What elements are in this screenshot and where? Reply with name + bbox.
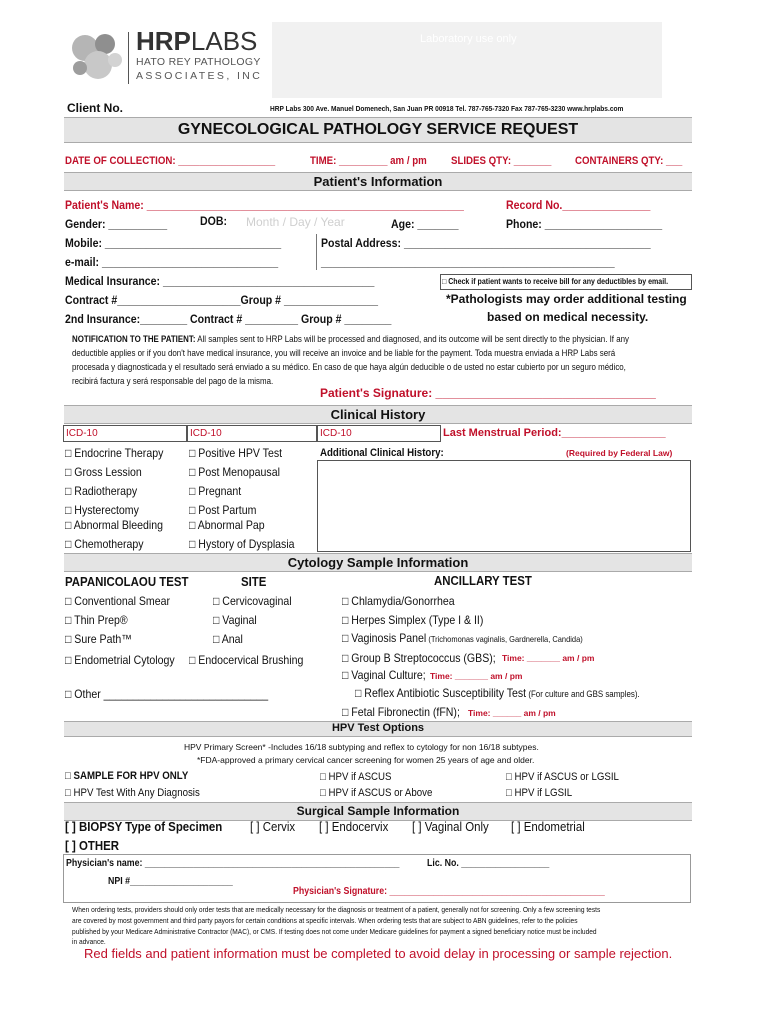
site-item[interactable]: □ Vaginal	[213, 613, 257, 627]
notification-line-1	[72, 334, 629, 344]
pathologists-note-1: *Pathologists may order additional testing	[446, 292, 687, 306]
additional-history-box[interactable]	[317, 460, 691, 552]
age-field[interactable]: Age: _______	[391, 217, 459, 231]
pap-item[interactable]: □ Thin Prep®	[65, 613, 128, 627]
email-field[interactable]: e-mail: ______________________________	[65, 255, 279, 269]
hpv-any-diagnosis[interactable]: □ HPV Test With Any Diagnosis	[65, 787, 200, 799]
license-field[interactable]: Lic. No. __________________	[427, 858, 550, 869]
pap-item[interactable]: □ Conventional Smear	[65, 594, 170, 608]
notification-bold: NOTIFICATION TO THE PATIENT:	[72, 334, 196, 344]
hpv-bar	[64, 721, 692, 737]
logo-brand-light: LABS	[190, 26, 258, 56]
logo-sub2: ASSOCIATES, INC	[136, 70, 263, 82]
containers-qty[interactable]: CONTAINERS QTY: ___	[575, 155, 683, 167]
logo-circles-icon	[68, 30, 126, 86]
ancillary-item-vaginosis[interactable]	[342, 631, 583, 645]
history-item[interactable]: □ Radiotherapy	[65, 484, 138, 498]
cytology-header: Cytology Sample Information	[287, 555, 469, 570]
history-item[interactable]: □ Pregnant	[189, 484, 242, 498]
gender-field[interactable]: Gender: __________	[65, 217, 168, 231]
ancillary-heading: ANCILLARY TEST	[434, 573, 532, 588]
notification-line-4: recibirá factura y será responsable del pago de la misma.	[72, 376, 274, 386]
page-title: GYNECOLOGICAL PATHOLOGY SERVICE REQUEST	[177, 121, 579, 138]
ancillary-item[interactable]: □ Vaginal Culture;	[342, 668, 426, 682]
surgical-header: Surgical Sample Information	[296, 804, 460, 818]
ancillary-item[interactable]: □ Chlamydia/Gonorrhea	[342, 594, 455, 608]
postal-divider	[316, 234, 317, 270]
ffn-time-field[interactable]: Time: ______ am / pm	[468, 708, 556, 718]
logo-brand-bold: HRP	[136, 26, 191, 56]
site-item[interactable]: □ Anal	[213, 632, 243, 646]
ancillary-item-reflex[interactable]	[355, 686, 640, 700]
icd-label-1: ICD-10	[66, 428, 98, 439]
dob-hint[interactable]: Month / Day / Year	[246, 215, 345, 229]
history-item[interactable]: □ Post Partum	[189, 503, 257, 517]
additional-history-label: Additional Clinical History:	[320, 447, 444, 459]
physician-signature-field[interactable]: Physician's Signature: ____________________________________________	[293, 886, 605, 897]
disclaimer-line-3: published by your Medicare Administrative Contractor (MAC), or CMS. If testing does not come under Medicare guidelines for payment a signed beneficiary notice must be included	[72, 927, 597, 936]
site-item[interactable]: □ Endocervical Brushing	[189, 653, 304, 667]
hpv-header: HPV Test Options	[331, 722, 425, 734]
client-no-label: Client No.	[67, 101, 123, 115]
address-line: HRP Labs 300 Ave. Manuel Domenech, San Juan PR 00918 Tel. 787-765-7320 Fax 787-765-3230 www.hrplabs.com	[270, 104, 624, 113]
hpv-if-ascus[interactable]: □ HPV if ASCUS	[320, 771, 392, 783]
physician-name-field[interactable]: Physician's name: ____________________________________________________	[66, 858, 400, 869]
bill-checkbox[interactable]: □ Check if patient wants to receive bill for any deductibles by email.	[442, 277, 669, 286]
required-note: (Required by Federal Law)	[566, 448, 673, 458]
logo	[68, 24, 263, 96]
culture-time-field[interactable]: Time: _______ am / pm	[430, 671, 523, 681]
gbs-time-field[interactable]: Time: _______ am / pm	[502, 653, 595, 663]
dob-label: DOB:	[200, 214, 227, 228]
disclaimer-line-1: When ordering tests, providers should only order tests that are medically necessary for the diagnosis or treatment of a patient, generally not for screening. Only a few screening tests	[72, 905, 601, 914]
history-item[interactable]: □ Abnormal Pap	[189, 518, 265, 532]
biopsy-option[interactable]: [ ] BIOPSY Type of Specimen	[65, 819, 223, 834]
disclaimer-line-4: in advance.	[72, 937, 106, 946]
pap-item[interactable]: □ Endometrial Cytology	[65, 653, 175, 667]
medical-insurance-field[interactable]: Medical Insurance: ____________________________________	[65, 274, 375, 288]
footer-note: Red fields and patient information must be completed to avoid delay in processing or sample rejection.	[84, 946, 673, 961]
npi-field[interactable]: NPI #_____________________	[108, 876, 233, 887]
history-item[interactable]: □ Hysterectomy	[65, 503, 139, 517]
vaginosis-detail: (Trichomonas vaginalis, Gardnerella, Candida)	[426, 634, 583, 644]
last-menstrual-period-field[interactable]: Last Menstrual Period:_________________	[443, 427, 666, 439]
hpv-primary-note: HPV Primary Screen* -Includes 16/18 subtyping and reflex to cytology for non 16/18 subtypes.	[184, 742, 539, 752]
icd-label-2: ICD-10	[190, 428, 222, 439]
hpv-if-ascus-above[interactable]: □ HPV if ASCUS or Above	[320, 787, 433, 799]
hpv-if-ascus-lgsil[interactable]: □ HPV if ASCUS or LGSIL	[506, 771, 619, 783]
history-item[interactable]: □ Endocrine Therapy	[65, 446, 164, 460]
history-item[interactable]: □ Gross Lession	[65, 465, 142, 479]
icd-label-3: ICD-10	[320, 428, 352, 439]
notification-text-1: All samples sent to HRP Labs will be processed and diagnosed, and its outcome will be sent directly to the physician. If any	[195, 334, 629, 344]
other-surgical-option[interactable]: [ ] OTHER	[65, 838, 120, 853]
reflex-label: □ Reflex Antibiotic Susceptibility Test	[355, 686, 527, 700]
site-item[interactable]: □ Cervicovaginal	[213, 594, 292, 608]
logo-sub1: HATO REY PATHOLOGY	[136, 56, 261, 68]
endocervix-option[interactable]: [ ] Endocervix	[319, 819, 389, 834]
other-field[interactable]: □ Other ____________________________	[65, 687, 269, 701]
notification-line-3: procesada y diagnosticada y el resultado será enviado a su médico. En caso de que haya algún deducible o de usted no estar cubierto por un seguro médico,	[72, 362, 626, 372]
postal-address-field[interactable]: Postal Address: __________________________________________	[321, 236, 651, 250]
lab-use-label: Laboratory use only	[420, 33, 517, 45]
ancillary-item[interactable]: □ Herpes Simplex (Type I & II)	[342, 613, 484, 627]
patient-info-header: Patient's Information	[313, 174, 443, 189]
date-of-collection[interactable]: DATE OF COLLECTION: __________________	[65, 155, 276, 167]
site-heading: SITE	[241, 574, 267, 589]
patient-name-field[interactable]: Patient's Name: ______________________________________________________	[65, 198, 464, 212]
contract-field[interactable]: Contract #_____________________Group # ________________	[65, 293, 378, 307]
vaginosis-label: □ Vaginosis Panel	[342, 631, 427, 645]
slides-qty[interactable]: SLIDES QTY: _______	[451, 155, 552, 167]
pathologists-note-2: based on medical necessity.	[487, 310, 649, 324]
history-item[interactable]: □ Positive HPV Test	[189, 446, 283, 460]
collection-time[interactable]: TIME: _________ am / pm	[310, 155, 427, 167]
notification-line-2: deductible applies or if you don't have medical insurance, you will receive an invoice and be liable for the payment. Toda muestra enviada a HRP Labs será	[72, 348, 616, 358]
reflex-detail: (For culture and GBS samples).	[526, 689, 640, 699]
mobile-field[interactable]: Mobile: ______________________________	[65, 236, 282, 250]
history-item[interactable]: □ Post Menopausal	[189, 465, 280, 479]
record-no-field[interactable]: Record No._______________	[506, 198, 651, 212]
patient-signature-field[interactable]: Patient's Signature: _________________________________	[320, 386, 656, 400]
hpv-if-lgsil[interactable]: □ HPV if LGSIL	[506, 787, 573, 799]
ancillary-item[interactable]: □ Fetal Fibronectin (fFN);	[342, 705, 460, 719]
pap-test-heading: PAPANICOLAOU TEST	[65, 574, 189, 589]
history-item[interactable]: □ Chemotherapy	[65, 537, 144, 551]
hpv-fda-note: *FDA-approved a primary cervical cancer screening for women 25 years of age and older.	[197, 755, 535, 765]
endometrial-option[interactable]: [ ] Endometrial	[511, 819, 585, 834]
hpv-sample-only[interactable]: □ SAMPLE FOR HPV ONLY	[65, 770, 189, 782]
title-bar	[64, 117, 692, 143]
ancillary-item[interactable]: □ Group B Streptococcus (GBS);	[342, 651, 496, 665]
second-insurance-field[interactable]: 2nd Insurance:________ Contract # _________ Group # ________	[65, 312, 392, 326]
vaginal-only-option[interactable]: [ ] Vaginal Only	[412, 819, 489, 834]
phone-field[interactable]: Phone: ____________________	[506, 217, 663, 231]
patient-info-bar	[64, 172, 692, 191]
clinical-history-bar	[64, 405, 692, 424]
pap-item[interactable]: □ Sure Path™	[65, 632, 132, 646]
postal-address-line2[interactable]: __________________________________________________	[321, 255, 615, 269]
cervix-option[interactable]: [ ] Cervix	[250, 819, 296, 834]
disclaimer-line-2: are covered by most government and third party payors for certain conditions at specific intervals. When ordering tests that are subject to ABN guidelines, refer to the policies	[72, 916, 578, 925]
history-item[interactable]: □ Abnormal Bleeding	[65, 518, 163, 532]
history-item[interactable]: □ Hystory of Dysplasia	[189, 537, 295, 551]
clinical-history-header: Clinical History	[330, 407, 426, 422]
cytology-bar	[64, 553, 692, 572]
